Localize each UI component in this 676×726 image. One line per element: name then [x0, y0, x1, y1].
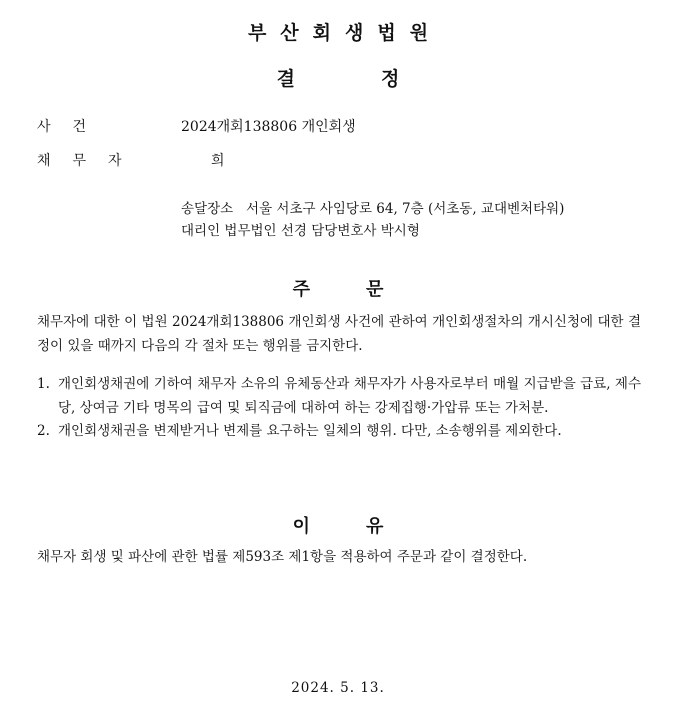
order-heading: 주문: [292, 279, 440, 300]
list-item-text: 개인회생채권에 기하여 채무자 소유의 유체동산과 채무자가 사용자로부터 매월 지급받을 급료, 제수당, 상여금 기타 명목의 급여 및 퇴직금에 대하여 하는 강제집행·가압류 또는 가처분.: [58, 376, 641, 416]
legal-representative: 대리인 법무법인 선경 담당변호사 박시형: [181, 223, 420, 239]
list-item-number: 2.: [37, 423, 50, 439]
debtor-row: [37, 150, 225, 170]
list-item-number: 1.: [37, 376, 50, 392]
decision-date: 2024. 5. 13.: [291, 680, 385, 696]
prohibited-acts-list: [37, 373, 641, 444]
document-type-title: 결정: [276, 68, 486, 90]
debtor-name: 희: [211, 153, 225, 169]
delivery-address: 송달장소 서울 서초구 사임당로 64, 7층 (서초동, 교대벤처타워): [181, 201, 565, 217]
reason-heading: 이유: [292, 516, 440, 537]
reason-text: 채무자 회생 및 파산에 관한 법률 제593조 제1항을 적용하여 주문과 같이 결정한다.: [37, 549, 528, 565]
debtor-label: 채무자: [37, 153, 144, 169]
list-item: [37, 420, 641, 444]
list-item-text: 개인회생채권을 변제받거나 변제를 요구하는 일체의 행위. 다만, 소송행위를 제외한다.: [58, 423, 562, 439]
case-row: [37, 116, 356, 136]
case-label: 사건: [37, 119, 109, 135]
case-number: 2024개회138806 개인회생: [181, 119, 356, 135]
order-text: 채무자에 대한 이 법원 2024개회138806 개인회생 사건에 관하여 개인회생절차의 개시신청에 대한 결정이 있을 때까지 다음의 각 절차 또는 행위를 금지한다.: [37, 314, 641, 354]
list-item: [37, 373, 641, 420]
court-name: 부산회생법원: [247, 22, 443, 44]
